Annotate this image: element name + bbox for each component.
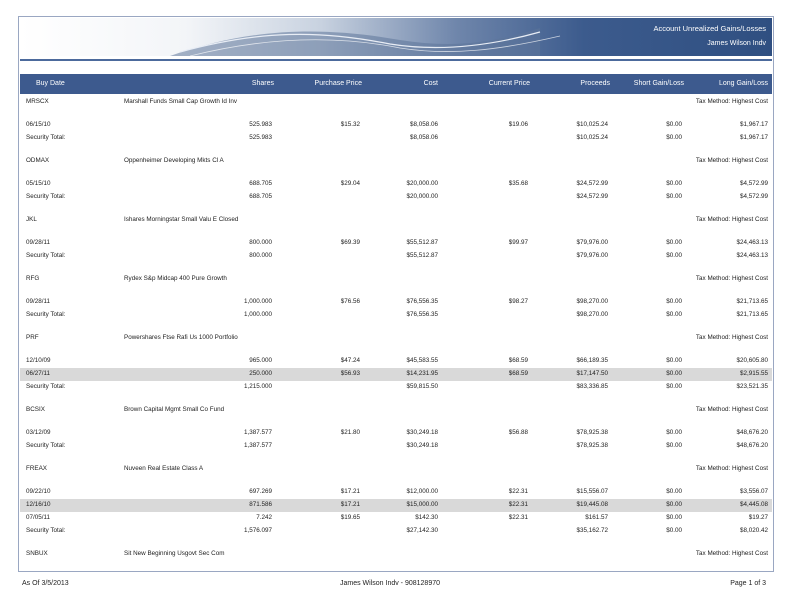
lot-cost: $45,583.55 <box>406 357 438 364</box>
tax-method: Tax Method: Highest Cost <box>695 334 768 341</box>
security-total-row <box>20 309 772 322</box>
security-header-row <box>20 214 772 227</box>
lot-proceeds: $78,925.38 <box>576 429 608 436</box>
lot-short-gain: $0.00 <box>666 370 682 377</box>
security-header-row <box>20 463 772 476</box>
security-total-row <box>20 440 772 453</box>
lot-cost: $55,512.87 <box>406 239 438 246</box>
lot-long-gain: $4,445.08 <box>739 501 768 508</box>
row-spacer <box>20 263 772 273</box>
as-of-date: As Of 3/5/2013 <box>22 580 69 587</box>
total-long-gain: $23,521.35 <box>736 383 768 390</box>
lot-purchase-price: $76.56 <box>340 298 360 305</box>
lot-cost: $142.30 <box>415 514 438 521</box>
lot-long-gain: $24,463.13 <box>736 239 768 246</box>
lot-current-price: $22.31 <box>508 514 528 521</box>
row-spacer <box>20 286 772 296</box>
total-short-gain: $0.00 <box>666 311 682 318</box>
lot-current-price: $22.31 <box>508 488 528 495</box>
total-short-gain: $0.00 <box>666 383 682 390</box>
lot-proceeds: $10,025.24 <box>576 121 608 128</box>
lot-buy-date: 05/15/10 <box>26 180 51 187</box>
lot-cost: $30,249.18 <box>406 429 438 436</box>
total-long-gain: $1,967.17 <box>739 134 768 141</box>
row-spacer <box>20 227 772 237</box>
security-symbol: PRF <box>26 334 39 341</box>
report-title: Account Unrealized Gains/Losses <box>653 24 766 33</box>
lot-shares: 1,000.000 <box>243 298 272 305</box>
col-buy-date: Buy Date <box>36 80 65 87</box>
lot-long-gain: $3,556.07 <box>739 488 768 495</box>
total-cost: $8,058.06 <box>409 134 438 141</box>
lot-row <box>20 512 772 525</box>
row-spacer <box>20 417 772 427</box>
lot-cost: $20,000.00 <box>406 180 438 187</box>
lot-long-gain: $48,676.20 <box>736 429 768 436</box>
total-shares: 688.705 <box>249 193 272 200</box>
row-spacer <box>20 322 772 332</box>
lot-shares: 697.269 <box>249 488 272 495</box>
total-short-gain: $0.00 <box>666 442 682 449</box>
security-symbol: ODMAX <box>26 157 50 164</box>
lot-row <box>20 499 772 512</box>
lot-buy-date: 09/22/10 <box>26 488 51 495</box>
tax-method: Tax Method: Highest Cost <box>695 98 768 105</box>
security-name: Powershares Ftse Rafi Us 1000 Portfolio <box>124 334 238 341</box>
lot-row <box>20 296 772 309</box>
security-header-row <box>20 548 772 561</box>
tax-method: Tax Method: Highest Cost <box>695 216 768 223</box>
lot-current-price: $68.59 <box>508 370 528 377</box>
lot-short-gain: $0.00 <box>666 429 682 436</box>
lot-cost: $76,556.35 <box>406 298 438 305</box>
tax-method: Tax Method: Highest Cost <box>695 550 768 557</box>
lot-short-gain: $0.00 <box>666 180 682 187</box>
lot-short-gain: $0.00 <box>666 501 682 508</box>
lot-shares: 1,387.577 <box>243 429 272 436</box>
security-total-label: Security Total: <box>26 252 66 259</box>
lot-buy-date: 07/05/11 <box>26 514 51 521</box>
lot-proceeds: $161.57 <box>585 514 608 521</box>
lot-row <box>20 119 772 132</box>
security-symbol: SNBUX <box>26 550 48 557</box>
security-total-label: Security Total: <box>26 134 66 141</box>
holdings-table <box>20 96 772 561</box>
security-name: Ishares Morningstar Small Valu E Closed <box>124 216 239 223</box>
security-name: Marshall Funds Small Cap Growth Id Inv <box>124 98 238 105</box>
total-long-gain: $21,713.65 <box>736 311 768 318</box>
security-total-label: Security Total: <box>26 383 66 390</box>
total-short-gain: $0.00 <box>666 252 682 259</box>
lot-proceeds: $19,445.08 <box>576 501 608 508</box>
lot-buy-date: 03/12/09 <box>26 429 51 436</box>
security-name: Brown Capital Mgmt Small Co Fund <box>124 406 225 413</box>
lot-current-price: $35.68 <box>508 180 528 187</box>
lot-current-price: $99.97 <box>508 239 528 246</box>
lot-proceeds: $17,147.50 <box>576 370 608 377</box>
total-cost: $20,000.00 <box>406 193 438 200</box>
security-header-row <box>20 332 772 345</box>
security-header-row <box>20 96 772 109</box>
col-shares: Shares <box>251 80 274 87</box>
security-symbol: RFG <box>26 275 40 282</box>
lot-shares: 525.983 <box>249 121 272 128</box>
security-name: Oppenheimer Developing Mkts Cl A <box>124 157 224 164</box>
lot-shares: 800.000 <box>249 239 272 246</box>
lot-proceeds: $15,556.07 <box>576 488 608 495</box>
total-cost: $30,249.18 <box>406 442 438 449</box>
total-shares: 1,000.000 <box>243 311 272 318</box>
lot-shares: 871.586 <box>249 501 272 508</box>
lot-buy-date: 12/10/09 <box>26 357 51 364</box>
total-proceeds: $78,925.38 <box>576 442 608 449</box>
security-header-row <box>20 273 772 286</box>
lot-purchase-price: $47.24 <box>340 357 360 364</box>
total-short-gain: $0.00 <box>666 134 682 141</box>
column-header-bar <box>20 74 772 94</box>
security-total-row <box>20 132 772 145</box>
security-header-row <box>20 155 772 168</box>
lot-buy-date: 09/28/11 <box>26 239 51 246</box>
row-spacer <box>20 204 772 214</box>
total-shares: 800.000 <box>249 252 272 259</box>
row-spacer <box>20 345 772 355</box>
lot-purchase-price: $56.93 <box>340 370 360 377</box>
security-total-row <box>20 250 772 263</box>
total-proceeds: $24,572.99 <box>576 193 608 200</box>
col-current-price: Current Price <box>488 80 530 87</box>
total-short-gain: $0.00 <box>666 193 682 200</box>
lot-buy-date: 06/15/10 <box>26 121 51 128</box>
lot-cost: $12,000.00 <box>406 488 438 495</box>
lot-current-price: $56.88 <box>508 429 528 436</box>
lot-long-gain: $19.27 <box>748 514 768 521</box>
lot-proceeds: $79,976.00 <box>576 239 608 246</box>
security-symbol: JKL <box>26 216 37 223</box>
total-proceeds: $98,270.00 <box>576 311 608 318</box>
lot-buy-date: 12/16/10 <box>26 501 51 508</box>
lot-shares: 250.000 <box>249 370 272 377</box>
lot-short-gain: $0.00 <box>666 357 682 364</box>
lot-buy-date: 06/27/11 <box>26 370 51 377</box>
lot-short-gain: $0.00 <box>666 298 682 305</box>
total-cost: $55,512.87 <box>406 252 438 259</box>
banner-divider <box>20 59 772 61</box>
page-number: Page 1 of 3 <box>730 580 766 587</box>
total-cost: $76,556.35 <box>406 311 438 318</box>
lot-short-gain: $0.00 <box>666 121 682 128</box>
total-proceeds: $35,162.72 <box>576 527 608 534</box>
security-name: Nuveen Real Estate Class A <box>124 465 204 472</box>
row-spacer <box>20 168 772 178</box>
lot-current-price: $68.59 <box>508 357 528 364</box>
tax-method: Tax Method: Highest Cost <box>695 406 768 413</box>
lot-cost: $14,231.95 <box>406 370 438 377</box>
total-cost: $59,815.50 <box>406 383 438 390</box>
lot-shares: 7.242 <box>256 514 272 521</box>
lot-current-price: $19.06 <box>508 121 528 128</box>
lot-cost: $15,000.00 <box>406 501 438 508</box>
account-number: James Wilson Indv - 908128970 <box>340 580 440 587</box>
lot-long-gain: $1,967.17 <box>739 121 768 128</box>
row-spacer <box>20 145 772 155</box>
security-name: Sit New Beginning Usgovt Sec Com <box>124 550 225 557</box>
lot-buy-date: 09/28/11 <box>26 298 51 305</box>
row-spacer <box>20 109 772 119</box>
tax-method: Tax Method: Highest Cost <box>695 157 768 164</box>
lot-purchase-price: $17.21 <box>340 501 360 508</box>
security-symbol: FREAX <box>26 465 47 472</box>
total-shares: 1,387.577 <box>243 442 272 449</box>
lot-long-gain: $2,915.55 <box>739 370 768 377</box>
row-spacer <box>20 394 772 404</box>
tax-method: Tax Method: Highest Cost <box>695 275 768 282</box>
lot-purchase-price: $17.21 <box>340 488 360 495</box>
lot-purchase-price: $15.32 <box>340 121 360 128</box>
security-total-row <box>20 381 772 394</box>
col-cost: Cost <box>423 80 438 87</box>
lot-short-gain: $0.00 <box>666 514 682 521</box>
total-shares: 1,576.097 <box>243 527 272 534</box>
lot-long-gain: $4,572.99 <box>739 180 768 187</box>
total-cost: $27,142.30 <box>406 527 438 534</box>
security-total-label: Security Total: <box>26 442 66 449</box>
security-symbol: BCSIX <box>26 406 45 413</box>
total-long-gain: $8,020.42 <box>739 527 768 534</box>
lot-row <box>20 355 772 368</box>
total-short-gain: $0.00 <box>666 527 682 534</box>
security-name: Rydex S&p Midcap 400 Pure Growth <box>124 275 227 282</box>
lot-purchase-price: $29.04 <box>340 180 360 187</box>
col-purchase-price: Purchase Price <box>314 80 362 87</box>
total-shares: 1,215.000 <box>243 383 272 390</box>
lot-proceeds: $66,189.35 <box>576 357 608 364</box>
total-long-gain: $24,463.13 <box>736 252 768 259</box>
lot-long-gain: $20,605.80 <box>736 357 768 364</box>
lot-short-gain: $0.00 <box>666 488 682 495</box>
security-total-row <box>20 525 772 538</box>
total-long-gain: $48,676.20 <box>736 442 768 449</box>
lot-current-price: $22.31 <box>508 501 528 508</box>
row-spacer <box>20 476 772 486</box>
col-long-gain: Long Gain/Loss <box>718 80 768 87</box>
security-total-label: Security Total: <box>26 193 66 200</box>
security-total-row <box>20 191 772 204</box>
lot-short-gain: $0.00 <box>666 239 682 246</box>
lot-shares: 688.705 <box>249 180 272 187</box>
lot-proceeds: $24,572.99 <box>576 180 608 187</box>
col-short-gain: Short Gain/Loss <box>633 80 684 87</box>
total-proceeds: $79,976.00 <box>576 252 608 259</box>
report-banner <box>20 18 772 56</box>
account-holder: James Wilson Indv <box>707 40 766 47</box>
lot-row <box>20 368 772 381</box>
lot-row <box>20 427 772 440</box>
lot-proceeds: $98,270.00 <box>576 298 608 305</box>
security-total-label: Security Total: <box>26 311 66 318</box>
security-total-label: Security Total: <box>26 527 66 534</box>
lot-row <box>20 486 772 499</box>
lot-purchase-price: $21.80 <box>340 429 360 436</box>
lot-row <box>20 178 772 191</box>
total-long-gain: $4,572.99 <box>739 193 768 200</box>
lot-long-gain: $21,713.65 <box>736 298 768 305</box>
col-proceeds: Proceeds <box>580 80 610 87</box>
lot-cost: $8,058.06 <box>409 121 438 128</box>
lot-purchase-price: $19.65 <box>340 514 360 521</box>
page-footer <box>22 580 770 592</box>
lot-row <box>20 237 772 250</box>
tax-method: Tax Method: Highest Cost <box>695 465 768 472</box>
total-proceeds: $83,336.85 <box>576 383 608 390</box>
security-symbol: MRSCX <box>26 98 49 105</box>
row-spacer <box>20 453 772 463</box>
security-header-row <box>20 404 772 417</box>
total-shares: 525.983 <box>249 134 272 141</box>
lot-purchase-price: $69.39 <box>340 239 360 246</box>
lot-current-price: $98.27 <box>508 298 528 305</box>
lot-shares: 965.000 <box>249 357 272 364</box>
row-spacer <box>20 538 772 548</box>
total-proceeds: $10,025.24 <box>576 134 608 141</box>
